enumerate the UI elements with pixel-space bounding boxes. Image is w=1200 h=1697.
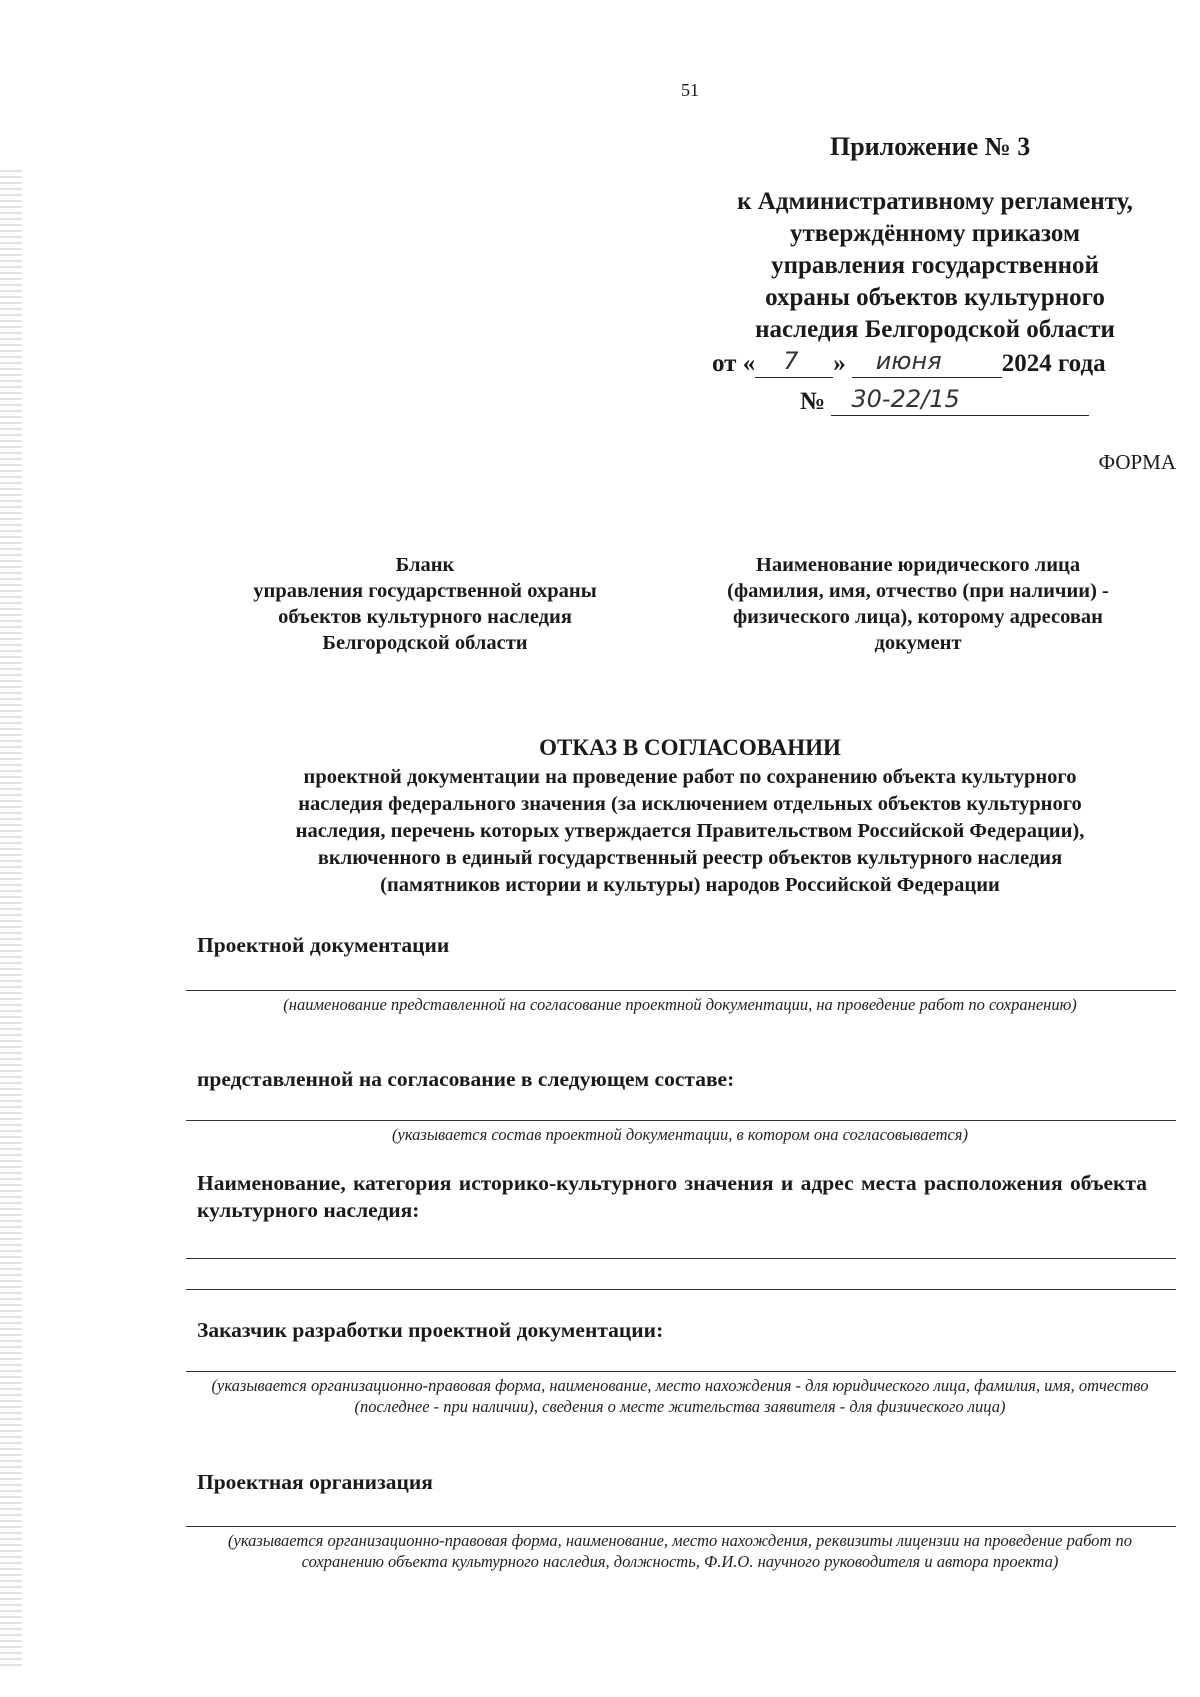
letterhead-line: Бланк bbox=[395, 554, 455, 576]
subtitle-line: наследия федерального значения (за исключением отдельных объектов культурного bbox=[298, 793, 1082, 815]
approval-line: утверждённому приказом bbox=[790, 220, 1080, 247]
customer-hint: (указывается организационно-правовая форма, наименование, место нахождения - для юридического лица, фамилия, имя, отчество (последнее - при наличии), сведения о месте жительства заявителя - для физического лица) bbox=[211, 1376, 1149, 1416]
approval-line: охраны объектов культурного bbox=[765, 284, 1105, 311]
appendix-title: Приложение № 3 bbox=[830, 132, 1031, 161]
date-suffix: 2024 года bbox=[1001, 350, 1106, 377]
number-field bbox=[831, 385, 1089, 416]
document-title: ОТКАЗ В СОГЛАСОВАНИИ bbox=[539, 735, 841, 760]
number-handwritten: 30-22/15 bbox=[851, 385, 960, 413]
form-label: ФОРМА bbox=[1098, 450, 1176, 474]
subtitle-line: включенного в единый государственный реестр объектов культурного наследия bbox=[317, 847, 1063, 869]
scan-edge-artifact bbox=[0, 170, 22, 1670]
approval-line: наследия Белгородской области bbox=[755, 316, 1115, 343]
date-month-handwritten: июня bbox=[875, 347, 942, 375]
customer-label: Заказчик разработки проектной документации: bbox=[197, 1318, 664, 1342]
project-docs-hint: (наименование представленной на согласование проектной документации, на проведение работ по сохранению) bbox=[283, 995, 1077, 1014]
addressee-block bbox=[688, 552, 1148, 656]
date-month-field bbox=[852, 347, 1002, 378]
document-subtitle bbox=[190, 764, 1190, 899]
project-docs-fill-line[interactable] bbox=[186, 990, 1176, 991]
approval-block bbox=[690, 186, 1180, 346]
page-number: 51 bbox=[681, 80, 699, 100]
customer-fill-line[interactable] bbox=[186, 1371, 1176, 1372]
project-docs-label: Проектной документации bbox=[197, 933, 450, 957]
subtitle-line: наследия, перечень которых утверждается Правительством Российской Федерации), bbox=[295, 820, 1085, 842]
number-prefix: № bbox=[800, 388, 826, 415]
letterhead-block bbox=[195, 552, 655, 656]
approval-date bbox=[712, 347, 1106, 378]
object-fill-line-1[interactable] bbox=[186, 1258, 1176, 1259]
subtitle-line: проектной документации на проведение работ по сохранению объекта культурного bbox=[303, 766, 1077, 788]
organization-label: Проектная организация bbox=[197, 1470, 433, 1494]
composition-label: представленной на согласование в следующем составе: bbox=[197, 1067, 735, 1091]
approval-line: к Административному регламенту, bbox=[737, 188, 1133, 215]
letterhead-line: объектов культурного наследия bbox=[278, 606, 572, 628]
object-fill-line-2[interactable] bbox=[186, 1289, 1176, 1290]
addressee-line: (фамилия, имя, отчество (при наличии) - bbox=[727, 580, 1109, 602]
letterhead-line: Белгородской области bbox=[322, 632, 528, 654]
object-label: Наименование, категория историко-культурного значения и адрес места расположения объекта культурного наследия: bbox=[197, 1171, 1147, 1222]
date-prefix: от « bbox=[712, 350, 756, 377]
addressee-line: Наименование юридического лица bbox=[755, 554, 1081, 576]
organization-fill-line[interactable] bbox=[186, 1526, 1176, 1527]
date-day-field bbox=[755, 347, 833, 378]
date-mid: » bbox=[833, 350, 846, 377]
organization-hint: (указывается организационно-правовая форма, наименование, место нахождения, реквизиты лицензии на проведение работ по сохранению объекта культурного наследия, должность, Ф.И.О. научного руководителя и автора проекта) bbox=[228, 1531, 1132, 1571]
composition-fill-line[interactable] bbox=[186, 1120, 1176, 1121]
composition-hint: (указывается состав проектной документации, в котором она согласовывается) bbox=[392, 1125, 968, 1144]
subtitle-line: (памятников истории и культуры) народов Российской Федерации bbox=[380, 874, 1000, 896]
approval-line: управления государственной bbox=[771, 252, 1099, 279]
addressee-line: физического лица), которому адресован bbox=[733, 606, 1103, 628]
date-day-handwritten: 7 bbox=[783, 347, 799, 375]
addressee-line: документ bbox=[874, 632, 962, 654]
letterhead-line: управления государственной охраны bbox=[253, 580, 597, 602]
approval-number bbox=[800, 385, 1089, 416]
